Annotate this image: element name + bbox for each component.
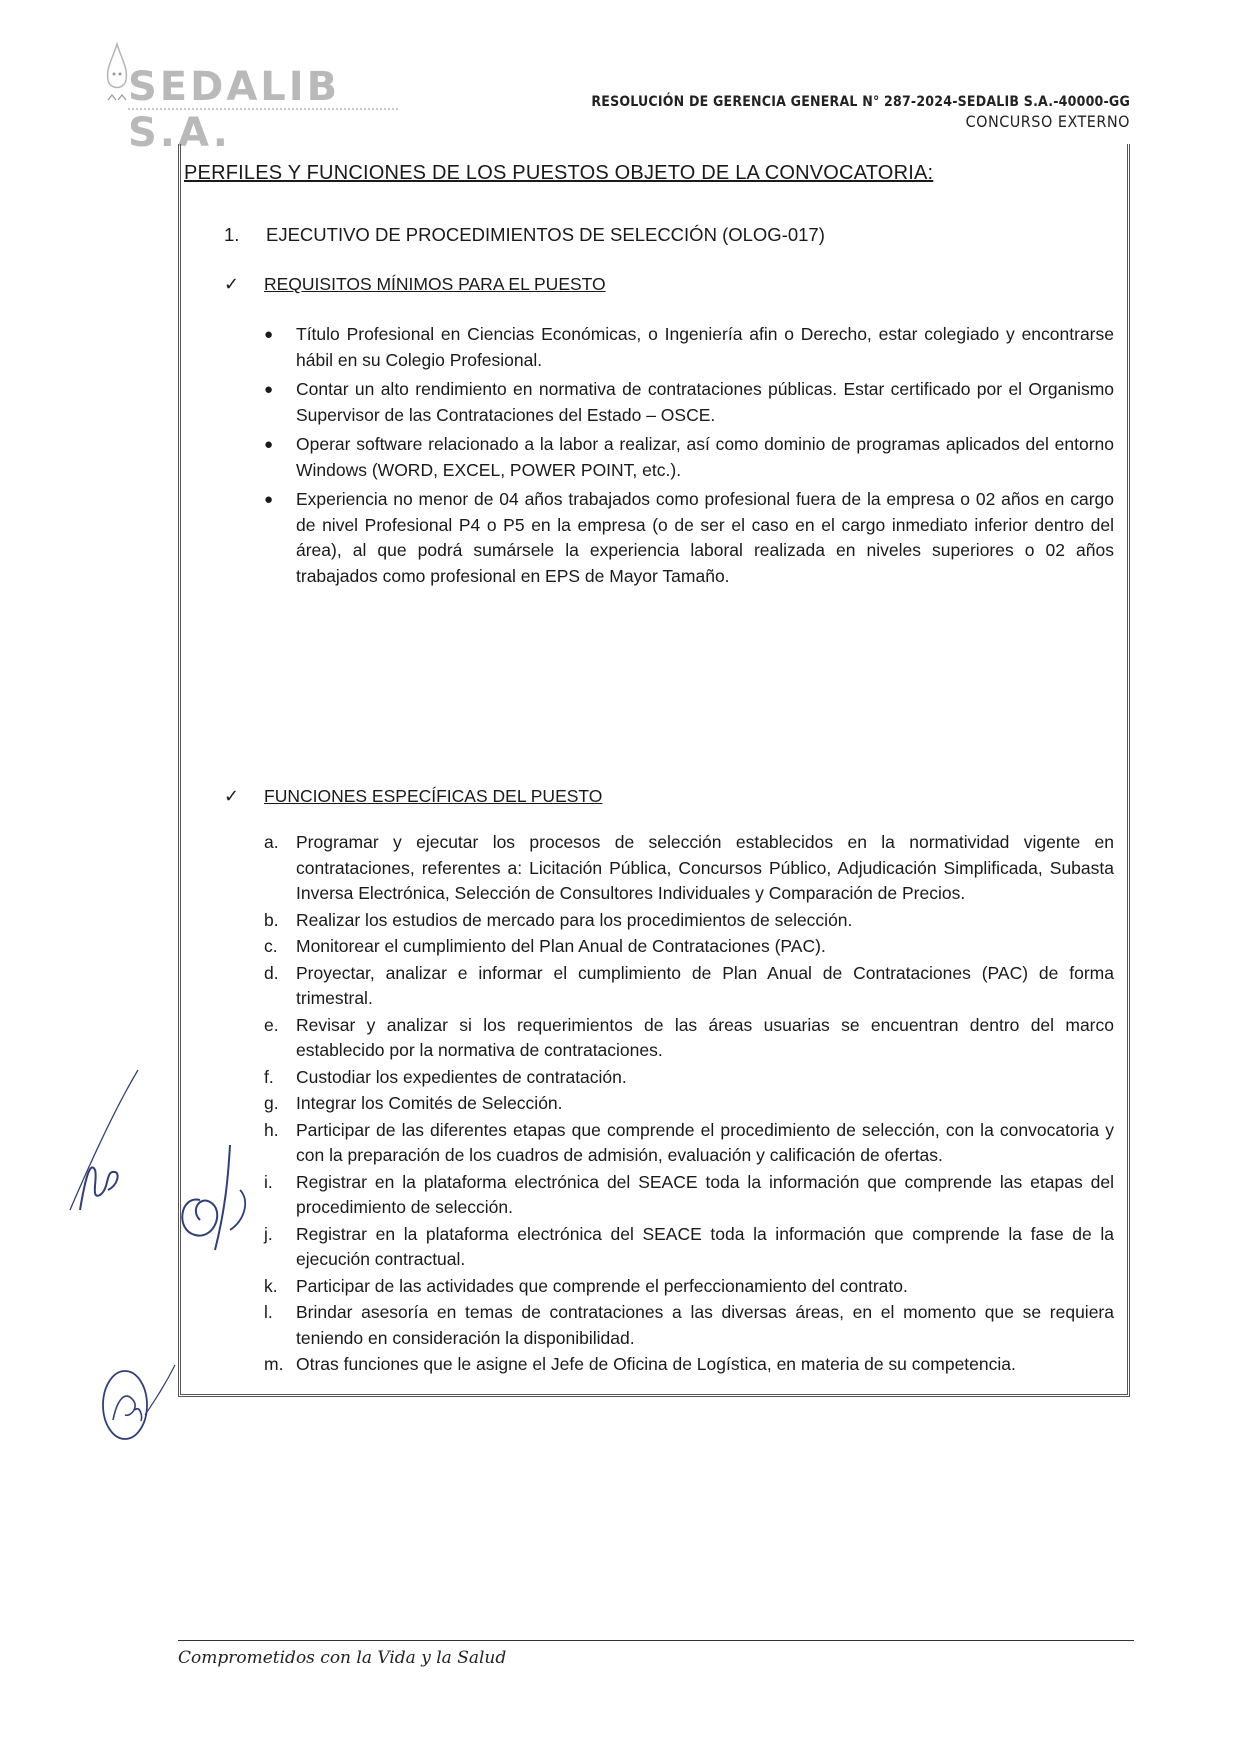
item-letter: d. xyxy=(264,962,279,983)
document-header xyxy=(591,94,1130,131)
function-text: Integrar los Comités de Selección. xyxy=(296,1093,563,1113)
list-item xyxy=(264,830,1114,907)
list-item xyxy=(264,961,1114,1012)
requirement-text: Título Profesional en Ciencias Económicas, o Ingeniería afin o Derecho, estar colegiado y encontrarse hábil en su Colegio Profesional. xyxy=(296,324,1114,370)
item-letter: b. xyxy=(264,909,279,930)
item-letter: f. xyxy=(264,1066,274,1087)
item-letter: l. xyxy=(264,1302,273,1322)
position-name: EJECUTIVO DE PROCEDIMIENTOS DE SELECCIÓN (OLOG-017) xyxy=(266,224,825,245)
functions-heading xyxy=(224,786,602,807)
position-heading xyxy=(224,224,825,246)
item-letter: m. xyxy=(264,1354,284,1374)
logo-tagline-line xyxy=(128,108,398,114)
list-item xyxy=(264,1274,1114,1300)
list-item xyxy=(264,1300,1114,1351)
requirements-list xyxy=(264,322,1114,593)
bullet-icon: ● xyxy=(264,326,274,343)
handwritten-signature xyxy=(170,1140,280,1260)
list-item xyxy=(264,1013,1114,1064)
handwritten-initials-2 xyxy=(95,1345,185,1455)
page-title: PERFILES Y FUNCIONES DE LOS PUESTOS OBJETO DE LA CONVOCATORIA: xyxy=(184,162,934,184)
item-letter: j. xyxy=(264,1223,273,1244)
list-item xyxy=(264,1352,1114,1378)
function-text: Revisar y analizar si los requerimientos de las áreas usuarias se encuentran dentro del marco establecido por la normativa de contrataciones. xyxy=(296,1014,1114,1060)
requirements-heading-label: REQUISITOS MÍNIMOS PARA EL PUESTO xyxy=(264,274,606,294)
company-logo xyxy=(108,40,408,156)
list-item xyxy=(264,908,1114,934)
function-text: Registrar en la plataforma electrónica del SEACE toda la información que comprende las etapas del procedimiento de selección. xyxy=(296,1171,1114,1217)
checkmark-icon: ✓ xyxy=(224,274,240,294)
list-item xyxy=(264,377,1114,428)
list-item xyxy=(264,432,1114,483)
list-item xyxy=(264,1065,1114,1091)
requirement-text: Experiencia no menor de 04 años trabajados como profesional fuera de la empresa o 02 años en cargo de nivel Profesional P4 o P5 en la empresa (o de ser el caso en el cargo inmediato inferior dentro del área), al que podrá sumársele la experiencia laboral realizada en niveles superiores o 02 años trabajados como profesional en EPS de Mayor Tamaño. xyxy=(296,489,1114,586)
list-item xyxy=(264,934,1114,960)
list-item xyxy=(264,1118,1114,1169)
function-text: Participar de las actividades que comprende el perfeccionamiento del contrato. xyxy=(296,1275,908,1296)
bullet-icon: ● xyxy=(264,436,274,453)
list-item xyxy=(264,1170,1114,1221)
requirements-heading xyxy=(224,274,606,295)
list-item xyxy=(264,487,1114,589)
item-letter: c. xyxy=(264,936,278,956)
function-text: Registrar en la plataforma electrónica del SEACE toda la información que comprende la fase de la ejecución contractual. xyxy=(296,1223,1114,1269)
list-item xyxy=(264,322,1114,373)
handwritten-initials-1 xyxy=(60,1060,170,1230)
item-letter: k. xyxy=(264,1275,278,1296)
position-number: 1. xyxy=(224,224,240,245)
logo-wordmark: SEDALIB S.A. xyxy=(128,64,341,156)
item-letter: g. xyxy=(264,1093,279,1113)
function-text: Participar de las diferentes etapas que comprende el procedimiento de selección, con la convocatoria y con la preparación de los cuadros de admisión, evaluación y calificación de ofertas. xyxy=(296,1119,1114,1165)
function-text: Otras funciones que le asigne el Jefe de Oficina de Logística, en materia de su competencia. xyxy=(296,1354,1016,1374)
function-text: Proyectar, analizar e informar el cumplimiento de Plan Anual de Contrataciones (PAC) de forma trimestral. xyxy=(296,962,1114,1008)
function-text: Custodiar los expedientes de contratación. xyxy=(296,1066,627,1087)
item-letter: i. xyxy=(264,1171,273,1192)
function-text: Programar y ejecutar los procesos de selección establecidos en la normatividad vigente en contrataciones, referentes a: Licitación Pública, Concursos Público, Adjudicación Simplificada, Subasta Inversa Electrónica, Selección de Consultores Individuales y Comparación de Precios. xyxy=(296,832,1114,903)
requirement-text: Operar software relacionado a la labor a realizar, así como dominio de programas aplicados del entorno Windows (WORD, EXCEL, POWER POINT, etc.). xyxy=(296,434,1114,480)
contest-type: CONCURSO EXTERNO xyxy=(965,112,1130,131)
function-text: Brindar asesoría en temas de contrataciones a las diversas áreas, en el momento que se requiera teniendo en consideración la disponibilidad. xyxy=(296,1302,1114,1348)
footer-divider xyxy=(178,1640,1134,1641)
list-item xyxy=(264,1222,1114,1273)
item-letter: a. xyxy=(264,832,279,852)
footer-slogan: Comprometidos con la Vida y la Salud xyxy=(178,1648,507,1668)
checkmark-icon: ✓ xyxy=(224,786,240,806)
functions-list xyxy=(264,830,1114,1379)
item-letter: h. xyxy=(264,1119,279,1140)
function-text: Monitorear el cumplimiento del Plan Anual de Contrataciones (PAC). xyxy=(296,936,826,956)
functions-heading-label: FUNCIONES ESPECÍFICAS DEL PUESTO xyxy=(264,786,603,806)
requirement-text: Contar un alto rendimiento en normativa de contrataciones públicas. Estar certificado por el Organismo Supervisor de las Contrataciones del Estado – OSCE. xyxy=(296,379,1114,425)
bullet-icon: ● xyxy=(264,491,274,508)
function-text: Realizar los estudios de mercado para los procedimientos de selección. xyxy=(296,909,853,930)
resolution-number: RESOLUCIÓN DE GERENCIA GENERAL N° 287-2024-SEDALIB S.A.-40000-GG xyxy=(591,94,1130,110)
bullet-icon: ● xyxy=(264,381,274,398)
list-item xyxy=(264,1091,1114,1117)
item-letter: e. xyxy=(264,1014,279,1035)
